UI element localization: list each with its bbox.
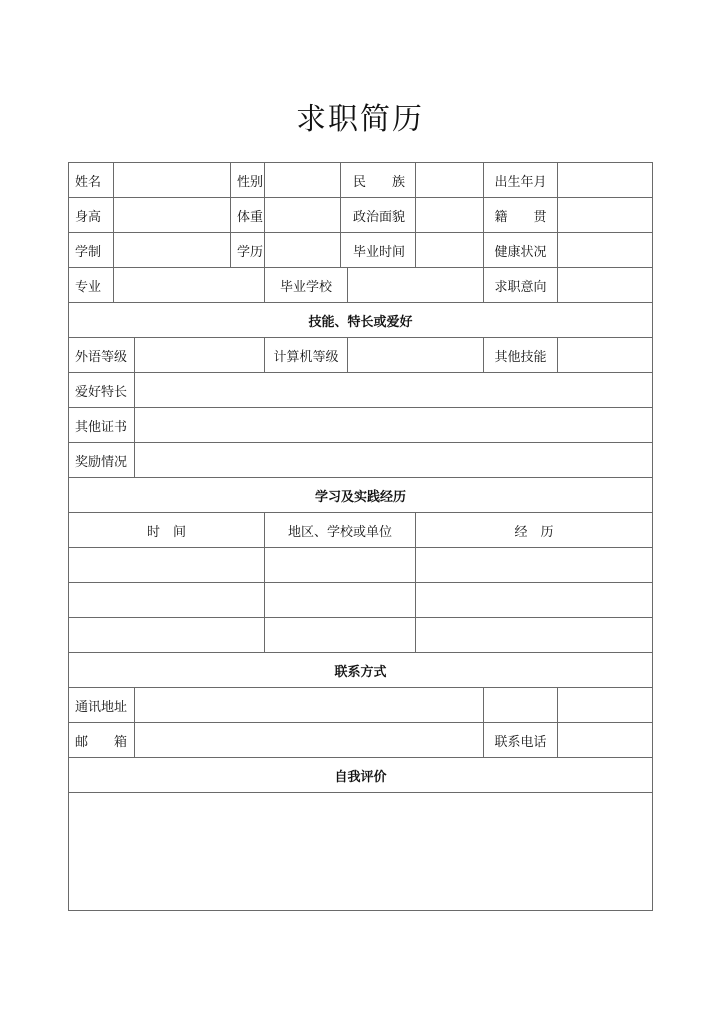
field-awards[interactable] <box>135 443 653 478</box>
label-health: 健康状况 <box>484 233 558 268</box>
experience-detail-cell[interactable] <box>416 583 653 618</box>
table-row <box>69 583 653 618</box>
label-hometown: 籍 贯 <box>484 198 558 233</box>
field-address[interactable] <box>135 688 484 723</box>
experience-place-cell[interactable] <box>265 583 416 618</box>
label-major: 专业 <box>69 268 114 303</box>
label-education: 学历 <box>231 233 265 268</box>
label-email: 邮 箱 <box>69 723 135 758</box>
label-political: 政治面貌 <box>341 198 416 233</box>
label-awards: 奖励情况 <box>69 443 135 478</box>
field-self-evaluation[interactable] <box>69 793 653 911</box>
column-header-place: 地区、学校或单位 <box>265 513 416 548</box>
row-basic-2 <box>69 198 653 233</box>
label-certificates: 其他证书 <box>69 408 135 443</box>
column-header-experience: 经 历 <box>416 513 653 548</box>
section-experience <box>69 478 653 513</box>
field-address-extra[interactable] <box>484 688 558 723</box>
experience-time-cell[interactable] <box>69 618 265 653</box>
row-certificates <box>69 408 653 443</box>
column-header-time: 时 间 <box>69 513 265 548</box>
field-computer[interactable] <box>348 338 484 373</box>
section-header-skills: 技能、特长或爱好 <box>69 303 653 338</box>
label-other-skills: 其他技能 <box>484 338 558 373</box>
label-address: 通讯地址 <box>69 688 135 723</box>
table-row <box>69 618 653 653</box>
row-basic-3 <box>69 233 653 268</box>
experience-place-cell[interactable] <box>265 548 416 583</box>
label-ethnicity: 民 族 <box>341 163 416 198</box>
experience-detail-cell[interactable] <box>416 618 653 653</box>
section-header-experience: 学习及实践经历 <box>69 478 653 513</box>
field-ethnicity[interactable] <box>416 163 484 198</box>
field-other-skills[interactable] <box>558 338 653 373</box>
field-hometown[interactable] <box>558 198 653 233</box>
row-basic-4 <box>69 268 653 303</box>
field-schooling[interactable] <box>114 233 231 268</box>
field-graduation-time[interactable] <box>416 233 484 268</box>
field-hobbies[interactable] <box>135 373 653 408</box>
field-height[interactable] <box>114 198 231 233</box>
field-political[interactable] <box>416 198 484 233</box>
row-awards <box>69 443 653 478</box>
label-foreign-language: 外语等级 <box>69 338 135 373</box>
row-email <box>69 723 653 758</box>
label-job-intention: 求职意向 <box>484 268 558 303</box>
label-schooling: 学制 <box>69 233 114 268</box>
field-phone[interactable] <box>558 723 653 758</box>
experience-detail-cell[interactable] <box>416 548 653 583</box>
row-self-evaluation <box>69 793 653 911</box>
label-birth: 出生年月 <box>484 163 558 198</box>
field-certificates[interactable] <box>135 408 653 443</box>
label-gender: 性别 <box>231 163 265 198</box>
field-address-extra-2[interactable] <box>558 688 653 723</box>
table-row <box>69 548 653 583</box>
section-contact <box>69 653 653 688</box>
field-education[interactable] <box>265 233 341 268</box>
experience-time-cell[interactable] <box>69 583 265 618</box>
section-skills <box>69 303 653 338</box>
label-height: 身高 <box>69 198 114 233</box>
label-hobbies: 爱好特长 <box>69 373 135 408</box>
section-header-self-evaluation: 自我评价 <box>69 758 653 793</box>
label-name: 姓名 <box>69 163 114 198</box>
row-basic-1 <box>69 163 653 198</box>
field-email[interactable] <box>135 723 484 758</box>
field-health[interactable] <box>558 233 653 268</box>
field-major[interactable] <box>114 268 265 303</box>
section-self-evaluation <box>69 758 653 793</box>
experience-header-row <box>69 513 653 548</box>
page-title: 求职简历 <box>296 102 424 137</box>
label-phone: 联系电话 <box>484 723 558 758</box>
field-weight[interactable] <box>265 198 341 233</box>
label-graduation-time: 毕业时间 <box>341 233 416 268</box>
experience-time-cell[interactable] <box>69 548 265 583</box>
row-hobbies <box>69 373 653 408</box>
field-job-intention[interactable] <box>558 268 653 303</box>
row-skills-levels <box>69 338 653 373</box>
resume-table <box>68 162 653 911</box>
field-foreign-language[interactable] <box>135 338 265 373</box>
label-computer: 计算机等级 <box>265 338 348 373</box>
field-school[interactable] <box>348 268 484 303</box>
label-weight: 体重 <box>231 198 265 233</box>
label-school: 毕业学校 <box>265 268 348 303</box>
field-birth[interactable] <box>558 163 653 198</box>
field-name[interactable] <box>114 163 231 198</box>
experience-place-cell[interactable] <box>265 618 416 653</box>
field-gender[interactable] <box>265 163 341 198</box>
row-address <box>69 688 653 723</box>
section-header-contact: 联系方式 <box>69 653 653 688</box>
